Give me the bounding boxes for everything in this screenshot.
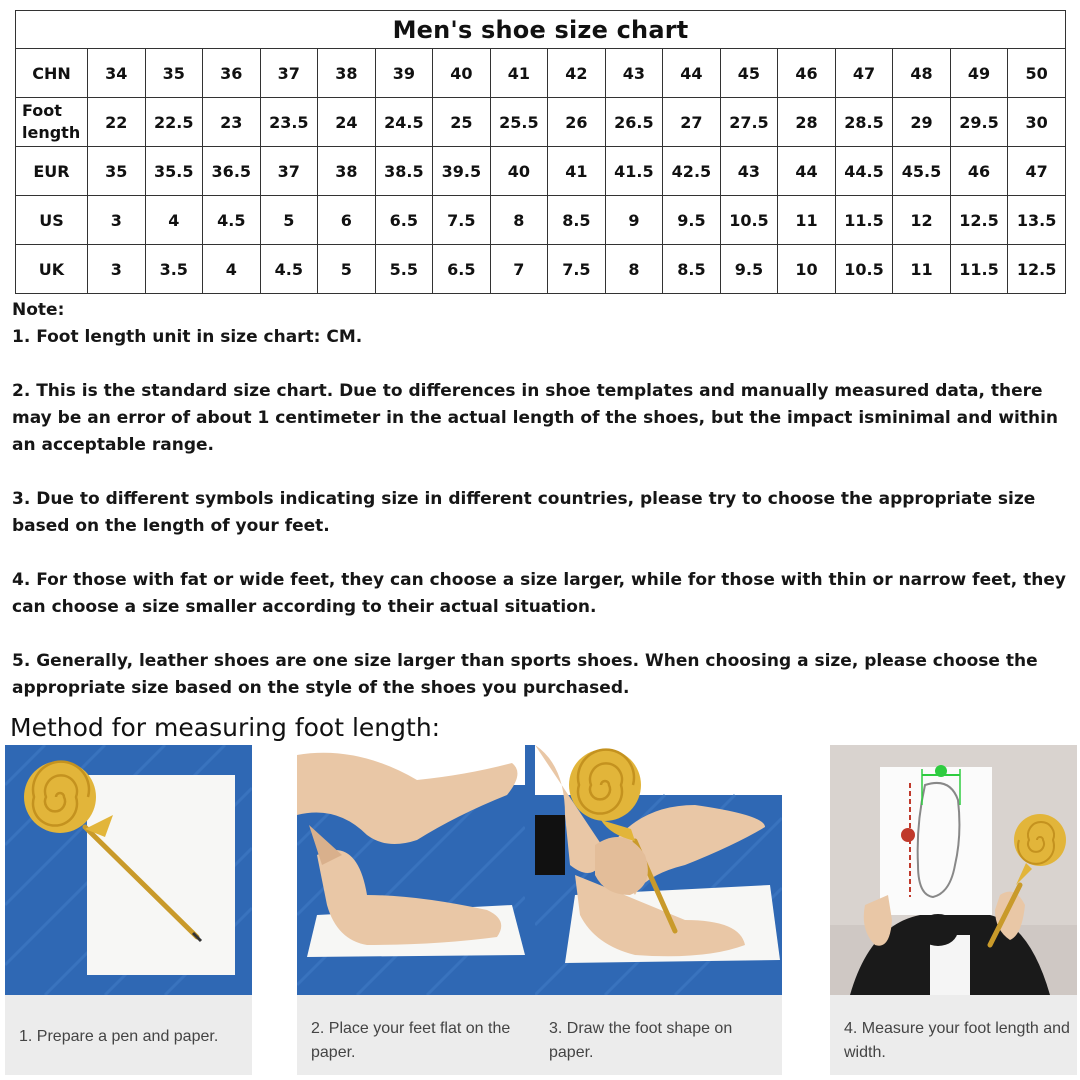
table-cell: 8.5 <box>663 245 721 294</box>
table-cell: 5 <box>318 245 376 294</box>
table-cell: 10.5 <box>835 245 893 294</box>
note-item: 2. This is the standard size chart. Due to differences in shoe templates and manually measured data, there may be an error of about 1 centimeter in the actual length of the shoes, but the impact isminimal and within an acceptable range. <box>12 381 1059 455</box>
step-1-caption: 1. Prepare a pen and paper. <box>19 1028 219 1045</box>
table-cell: 25 <box>433 98 491 147</box>
table-cell: 11.5 <box>835 196 893 245</box>
table-cell: 50 <box>1008 49 1066 98</box>
table-cell: 4 <box>203 245 261 294</box>
table-cell: 48 <box>893 49 951 98</box>
table-cell: 38.5 <box>375 147 433 196</box>
table-cell: 9.5 <box>663 196 721 245</box>
table-cell: 13.5 <box>1008 196 1066 245</box>
note-item: 5. Generally, leather shoes are one size larger than sports shoes. When choosing a size, please choose the appropriate size based on the style of the shoes you purchased. <box>12 651 1038 698</box>
step-4-caption: 4. Measure your foot length and width. <box>844 1020 1070 1061</box>
table-cell: 44.5 <box>835 147 893 196</box>
table-cell: 34 <box>88 49 146 98</box>
step-2-caption: 2. Place your feet flat on the paper. <box>311 1020 511 1061</box>
table-cell: 5 <box>260 196 318 245</box>
table-cell: 23.5 <box>260 98 318 147</box>
table-cell: 49 <box>950 49 1008 98</box>
table-cell: 25.5 <box>490 98 548 147</box>
table-cell: 35 <box>145 49 203 98</box>
table-cell: 8.5 <box>548 196 606 245</box>
step-card-2 <box>297 745 544 1075</box>
table-cell: 30 <box>1008 98 1066 147</box>
step-card-1 <box>5 745 252 1075</box>
table-cell: 10 <box>778 245 836 294</box>
table-cell: 8 <box>490 196 548 245</box>
table-cell: 29.5 <box>950 98 1008 147</box>
pen-and-paper-illustration <box>5 745 252 995</box>
note-item: 4. For those with fat or wide feet, they can choose a size larger, while for those with thin or narrow feet, they can choose a size smaller according to their actual situation. <box>12 570 1066 617</box>
table-cell: 10.5 <box>720 196 778 245</box>
table-cell: 4.5 <box>203 196 261 245</box>
table-cell: 44 <box>663 49 721 98</box>
table-cell: 41.5 <box>605 147 663 196</box>
table-cell: 40 <box>490 147 548 196</box>
row-label: EUR <box>16 147 88 196</box>
table-cell: 43 <box>605 49 663 98</box>
table-cell: 36.5 <box>203 147 261 196</box>
table-cell: 44 <box>778 147 836 196</box>
table-cell: 46 <box>950 147 1008 196</box>
table-cell: 35.5 <box>145 147 203 196</box>
table-cell: 11.5 <box>950 245 1008 294</box>
notes-heading: Note: <box>12 300 65 320</box>
table-cell: 40 <box>433 49 491 98</box>
step-4-caption-box <box>830 995 1077 1075</box>
table-cell: 24 <box>318 98 376 147</box>
table-row-eur <box>16 147 1066 196</box>
table-cell: 6 <box>318 196 376 245</box>
chart-title: Men's shoe size chart <box>16 11 1066 49</box>
step-2-caption-box <box>297 995 544 1075</box>
step-3-caption-box <box>535 995 782 1075</box>
step-4-photo <box>830 745 1077 995</box>
table-cell: 12.5 <box>1008 245 1066 294</box>
note-item: 1. Foot length unit in size chart: CM. <box>12 327 363 347</box>
draw-foot-illustration <box>535 745 782 995</box>
table-cell: 47 <box>1008 147 1066 196</box>
table-cell: 5.5 <box>375 245 433 294</box>
step-3-caption: 3. Draw the foot shape on paper. <box>549 1020 733 1061</box>
table-cell: 26.5 <box>605 98 663 147</box>
table-cell: 22.5 <box>145 98 203 147</box>
table-cell: 39.5 <box>433 147 491 196</box>
table-cell: 37 <box>260 147 318 196</box>
table-cell: 11 <box>778 196 836 245</box>
table-cell: 23 <box>203 98 261 147</box>
table-cell: 28.5 <box>835 98 893 147</box>
table-cell: 4 <box>145 196 203 245</box>
row-label: UK <box>16 245 88 294</box>
row-label: US <box>16 196 88 245</box>
table-cell: 12 <box>893 196 951 245</box>
step-card-4 <box>830 745 1077 1075</box>
table-cell: 6.5 <box>433 245 491 294</box>
step-1-caption-box <box>5 995 252 1075</box>
notes-section <box>12 297 1072 729</box>
table-row-us <box>16 196 1066 245</box>
table-cell: 27 <box>663 98 721 147</box>
table-cell: 38 <box>318 147 376 196</box>
table-cell: 7 <box>490 245 548 294</box>
table-cell: 22 <box>88 98 146 147</box>
table-cell: 28 <box>778 98 836 147</box>
table-cell: 41 <box>548 147 606 196</box>
table-cell: 37 <box>260 49 318 98</box>
note-item: 3. Due to different symbols indicating size in different countries, please try to choose the appropriate size based on the length of your feet. <box>12 489 1036 536</box>
table-cell: 9 <box>605 196 663 245</box>
table-cell: 3.5 <box>145 245 203 294</box>
table-cell: 12.5 <box>950 196 1008 245</box>
table-cell: 42.5 <box>663 147 721 196</box>
table-cell: 27.5 <box>720 98 778 147</box>
table-cell: 42 <box>548 49 606 98</box>
table-cell: 45 <box>720 49 778 98</box>
table-cell: 47 <box>835 49 893 98</box>
measure-foot-illustration <box>830 745 1077 995</box>
row-label: CHN <box>16 49 88 98</box>
table-cell: 3 <box>88 196 146 245</box>
table-cell: 4.5 <box>260 245 318 294</box>
table-row-foot-length <box>16 98 1066 147</box>
table-cell: 45.5 <box>893 147 951 196</box>
step-2-photo <box>297 745 544 995</box>
table-row-uk <box>16 245 1066 294</box>
foot-on-paper-illustration <box>297 745 525 995</box>
method-title: Method for measuring foot length: <box>10 713 441 742</box>
table-row-chn <box>16 49 1066 98</box>
table-cell: 26 <box>548 98 606 147</box>
table-cell: 35 <box>88 147 146 196</box>
step-1-photo <box>5 745 252 995</box>
table-cell: 3 <box>88 245 146 294</box>
table-cell: 29 <box>893 98 951 147</box>
table-cell: 39 <box>375 49 433 98</box>
table-cell: 46 <box>778 49 836 98</box>
table-cell: 24.5 <box>375 98 433 147</box>
step-card-3 <box>535 745 782 1075</box>
table-cell: 7.5 <box>433 196 491 245</box>
table-cell: 8 <box>605 245 663 294</box>
step-3-photo <box>535 745 782 995</box>
table-cell: 9.5 <box>720 245 778 294</box>
table-cell: 6.5 <box>375 196 433 245</box>
table-cell: 11 <box>893 245 951 294</box>
table-cell: 41 <box>490 49 548 98</box>
table-cell: 36 <box>203 49 261 98</box>
table-cell: 43 <box>720 147 778 196</box>
row-label: Foot length <box>16 98 88 147</box>
size-chart-table <box>15 10 1066 294</box>
table-cell: 38 <box>318 49 376 98</box>
table-cell: 7.5 <box>548 245 606 294</box>
